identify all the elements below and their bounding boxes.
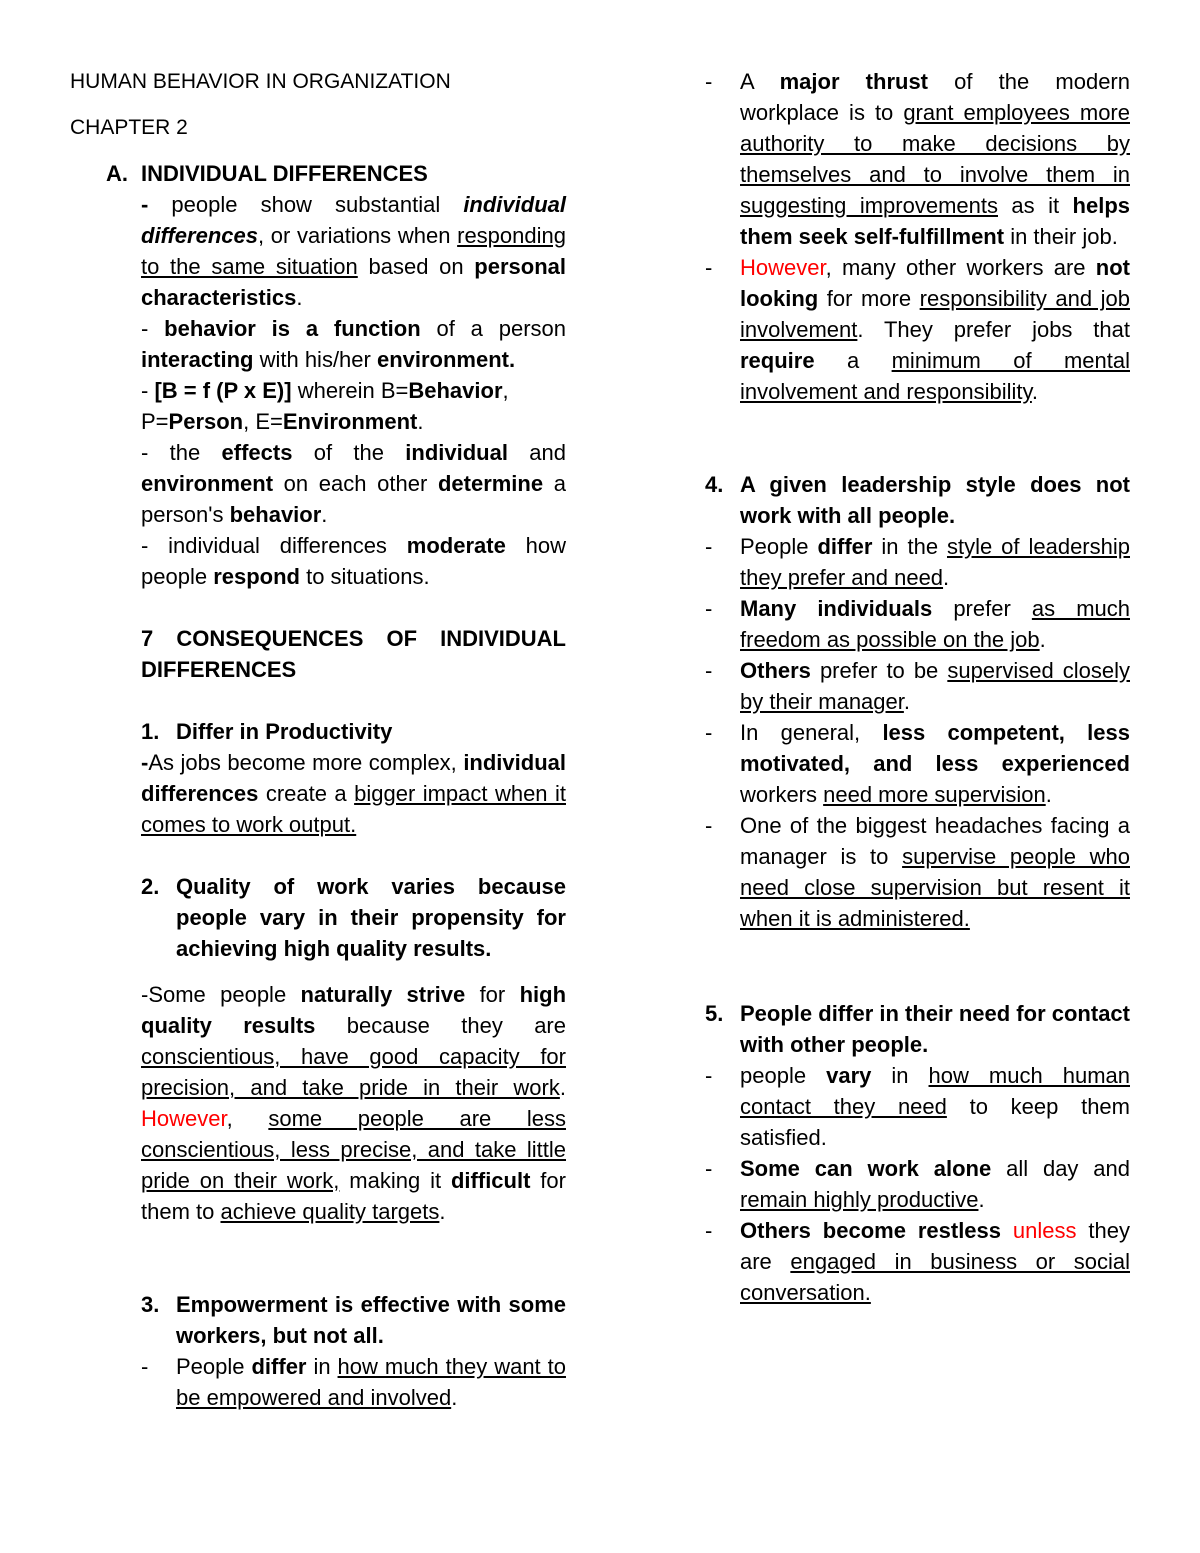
chapter-label: CHAPTER 2 [70,116,188,139]
consequence-4-bullet-3: - Others prefer to be supervised closely by their manager. [705,658,1130,714]
consequence-2-body: -Some people naturally strive for high quality results because they are conscientious, have good capacity for precision, and take pride in their work. However, some people are less conscientious, less precise, and take little pride on their work, making it difficult for them to achieve quality targets. [141,982,567,1224]
section-a-paragraph-4: - the effects of the individual and environment on each other determine a person's behavior. [141,440,566,527]
left-column [70,66,566,1413]
consequence-2-heading: 2. Quality of work varies because people vary in their propensity for achieving high quality results. [141,874,566,961]
consequence-5-bullet-2: - Some can work alone all day and remain highly productive. [705,1156,1130,1212]
section-a-heading: A. INDIVIDUAL DIFFERENCES [106,161,428,186]
section-a-paragraph-2: - behavior is a function of a person interacting with his/her environment. [141,316,566,372]
consequence-4-bullet-5: - One of the biggest headaches facing a manager is to supervise people who need close supervision but resent it when it is administered. [705,813,1130,931]
consequence-3-bullet-2: - A major thrust of the modern workplace is to grant employees more authority to make decisions by themselves and to involve them in suggesting improvements as it helps them seek self-fulfillment in their job. [705,69,1130,249]
consequence-4-heading: 4. A given leadership style does not work with all people. [705,472,1130,528]
consequence-3-bullet-1: - People differ in how much they want to be empowered and involved. [141,1354,566,1410]
consequence-1-body: -As jobs become more complex, individual differences create a bigger impact when it comes to work output. [141,750,566,837]
consequence-3-bullet-3: - However, many other workers are not looking for more responsibility and job involvement. They prefer jobs that require a minimum of mental involvement and responsibility. [705,255,1130,404]
right-column [705,66,1130,1308]
consequence-5-heading: 5. People differ in their need for contact with other people. [705,1001,1130,1057]
section-a-paragraph-5: - individual differences moderate how people respond to situations. [141,533,566,589]
section-a-paragraph-1: - people show substantial individual differences, or variations when responding to the same situation based on personal characteristics. [141,192,566,310]
consequence-3-heading: 3. Empowerment is effective with some workers, but not all. [141,1292,566,1348]
consequence-4-bullet-4: - In general, less competent, less motivated, and less experienced workers need more supervision. [705,720,1130,807]
document-title: HUMAN BEHAVIOR IN ORGANIZATION [70,70,451,93]
consequence-5-bullet-3: - Others become restless unless they are engaged in business or social conversation. [705,1218,1130,1305]
section-a-formula: - [B = f (P x E)] wherein B=Behavior, P=Person, E=Environment. [141,378,509,434]
consequence-4-bullet-2: - Many individuals prefer as much freedom as possible on the job. [705,596,1130,652]
consequences-heading: 7 CONSEQUENCES OF INDIVIDUAL DIFFERENCES [141,626,566,682]
consequence-5-bullet-1: - people vary in how much human contact they need to keep them satisfied. [705,1063,1130,1150]
section-a [70,158,566,1413]
consequence-1-heading: 1. Differ in Productivity [141,719,393,744]
consequence-4-bullet-1: - People differ in the style of leadership they prefer and need. [705,534,1130,590]
